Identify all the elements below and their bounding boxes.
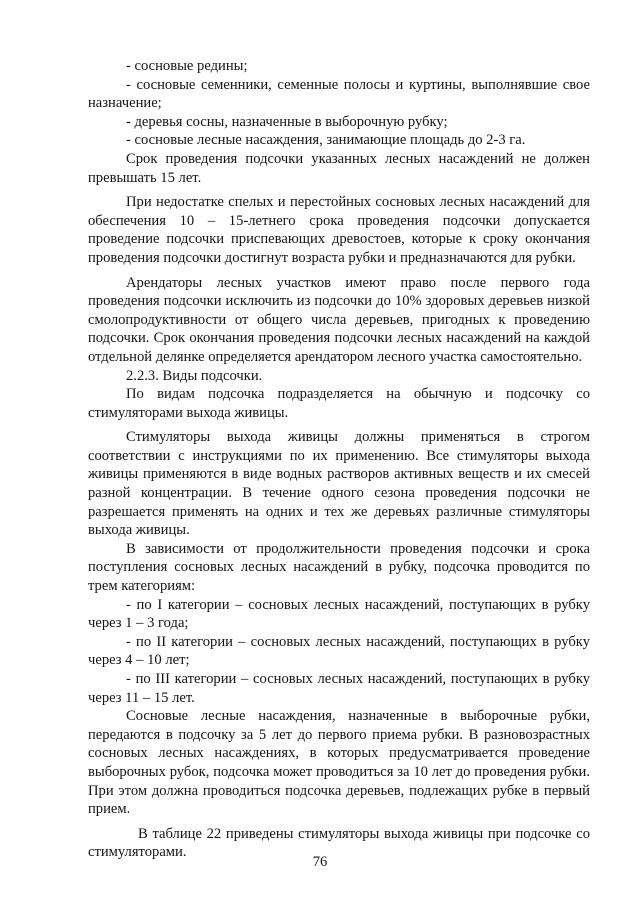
paragraph-7: Арендаторы лесных участков имеют право после первого года проведения подсочки исключить из подсочки до 10% здоровых деревьев низкой смолопродуктивности от общего числа деревьев, пригодных к проведению подсочки. Срок окончания проведения подсочки лесных насаждений на каждой отдельной делянке определяется арендатором лесного участка самостоятельно. [88,274,590,365]
paragraph-4: - сосновые лесные насаждения, занимающие площадь до 2-3 га. [126,132,526,149]
paragraph-6: При недостатке спелых и перестойных сосновых лесных насаждений для обеспечения 10 – 15-летнего срока проведения подсочки допускается проведение подсочки приспевающих древостоев, которые к сроку окончания проведения подсочки достигнут возраста рубки и предназначаются для рубки. [88,194,590,266]
document-body [88,57,590,862]
paragraph-2: - сосновые семенники, семенные полосы и куртины, выполнявшие свое назначение; [88,76,590,112]
section-heading-2-2-3: 2.2.3. Виды подсочки. [126,367,263,384]
paragraph-15: Сосновые лесные насаждения, назначенные в выборочные рубки, передаются в подсочку за 5 лет до первого приема рубки. В разновозрастных сосновых лесных насаждениях, в которых предусматривается проведение выборочных рубок, подсочка может проводиться за 10 лет до проведения рубки. При этом должна проводиться подсочка деревьев, подлежащих рубке в первый прием. [88,708,590,818]
paragraph-5: Срок проведения подсочки указанных лесных насаждений не должен превышать 15 лет. [88,150,590,186]
category-item-3: - по III категории – сосновых лесных насаждений, поступающих в рубку через 11 – 15 лет. [88,671,590,706]
category-item-2: - по II категории – сосновых лесных насаждений, поступающих в рубку через 4 – 10 лет; [88,633,590,669]
paragraph-16: В таблице 22 приведены стимуляторы выхода живицы при подсочке со стимуляторами. [88,825,590,861]
paragraph-9: По видам подсочка подразделяется на обычную и подсочку со стимуляторами выхода живицы. [88,386,590,421]
category-item-1: - по I категории – сосновых лесных насаждений, поступающих в рубку через 1 – 3 года; [88,596,590,632]
paragraph-3: - деревья сосны, назначенные в выборочную рубку; [126,113,448,130]
paragraph-10: Стимуляторы выхода живицы должны применяться в строгом соответствии с инструкциями по их применению. Все стимуляторы выхода живицы применяются в виде водных растворов активных веществ и их смесей разной концентрации. В течение одного сезона проведения подсочки не разрешается применять на одних и тех же деревьях различные стимуляторы выхода живицы. [88,429,590,539]
page-number: 76 [312,854,328,870]
paragraph-11: В зависимости от продолжительности проведения подсочки и срока поступления сосновых лесных насаждений в рубку, подсочка проводится по трем категориям: [88,540,590,595]
paragraph-1: - сосновые редины; [126,58,248,74]
